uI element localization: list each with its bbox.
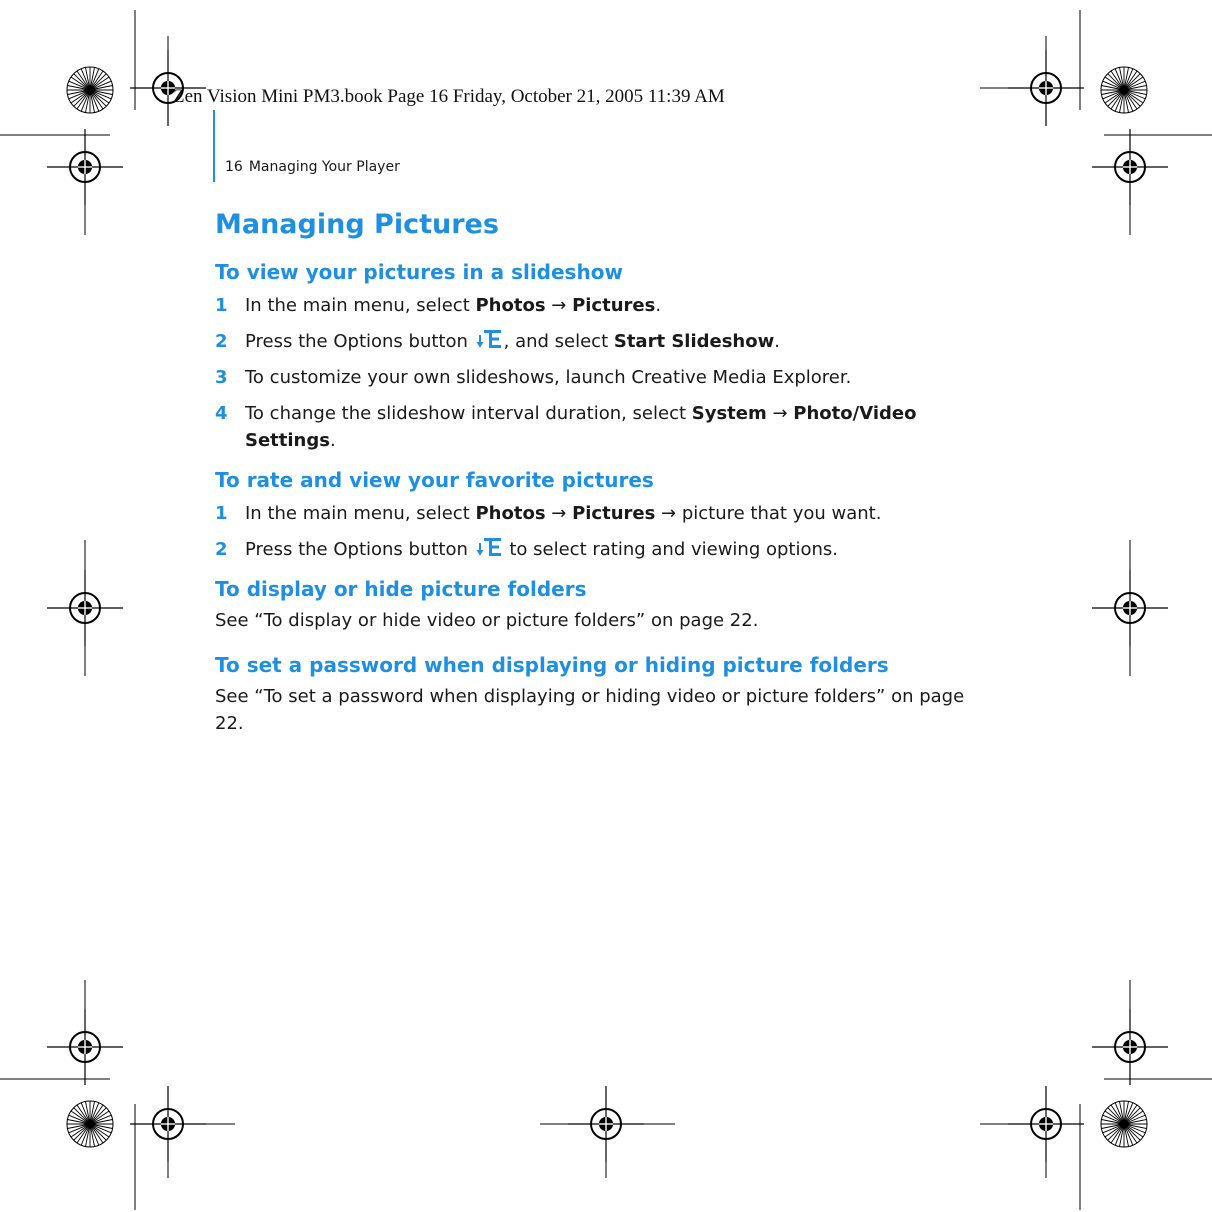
step-text: In the main menu, select Photos → Pictures. bbox=[245, 295, 662, 316]
page-number: 16 bbox=[225, 159, 243, 175]
step-number: 3 bbox=[215, 367, 228, 388]
list-item bbox=[215, 400, 985, 454]
step-number: 2 bbox=[215, 539, 228, 560]
section-rate-favorites bbox=[215, 466, 985, 563]
cross-reference-text: See “To display or hide video or picture folders” on page 22. bbox=[215, 610, 759, 631]
options-icon bbox=[476, 329, 502, 349]
step-number: 4 bbox=[215, 403, 228, 424]
section-set-password bbox=[215, 651, 985, 737]
section-slideshow bbox=[215, 258, 985, 454]
step-text: To customize your own slideshows, launch Creative Media Explorer. bbox=[245, 367, 852, 388]
step-text: In the main menu, select Photos → Pictures → picture that you want. bbox=[245, 503, 882, 524]
list-item bbox=[215, 500, 985, 527]
list-item bbox=[215, 328, 985, 355]
list-item bbox=[215, 292, 985, 319]
page-content bbox=[215, 206, 985, 737]
section-display-hide-folders bbox=[215, 575, 985, 634]
running-head-title: Managing Your Player bbox=[248, 159, 400, 175]
step-number: 2 bbox=[215, 331, 228, 352]
section-title: To view your pictures in a slideshow bbox=[215, 260, 623, 284]
section-title: To set a password when displaying or hiding picture folders bbox=[215, 653, 889, 677]
running-head bbox=[225, 159, 400, 175]
step-list bbox=[215, 292, 985, 454]
step-list bbox=[215, 500, 985, 563]
step-number: 1 bbox=[215, 503, 228, 524]
step-number: 1 bbox=[215, 295, 228, 316]
running-head-rule bbox=[213, 110, 215, 182]
options-icon bbox=[476, 537, 502, 557]
list-item bbox=[215, 364, 985, 391]
section-title: To display or hide picture folders bbox=[215, 577, 587, 601]
step-text: To change the slideshow interval duration, select System → Photo/Video Settings. bbox=[245, 403, 917, 451]
step-text: Press the Options button to select rating and viewing options. bbox=[245, 539, 838, 560]
step-text: Press the Options button , and select Start Slideshow. bbox=[245, 331, 780, 352]
list-item bbox=[215, 536, 985, 563]
cross-reference-text: See “To set a password when displaying or hiding video or picture folders” on page 22. bbox=[215, 686, 965, 734]
section-title: To rate and view your favorite pictures bbox=[215, 468, 654, 492]
page-heading: Managing Pictures bbox=[215, 209, 499, 240]
print-slug-line: Zen Vision Mini PM3.book Page 16 Friday, October 21, 2005 11:39 AM bbox=[173, 86, 725, 107]
